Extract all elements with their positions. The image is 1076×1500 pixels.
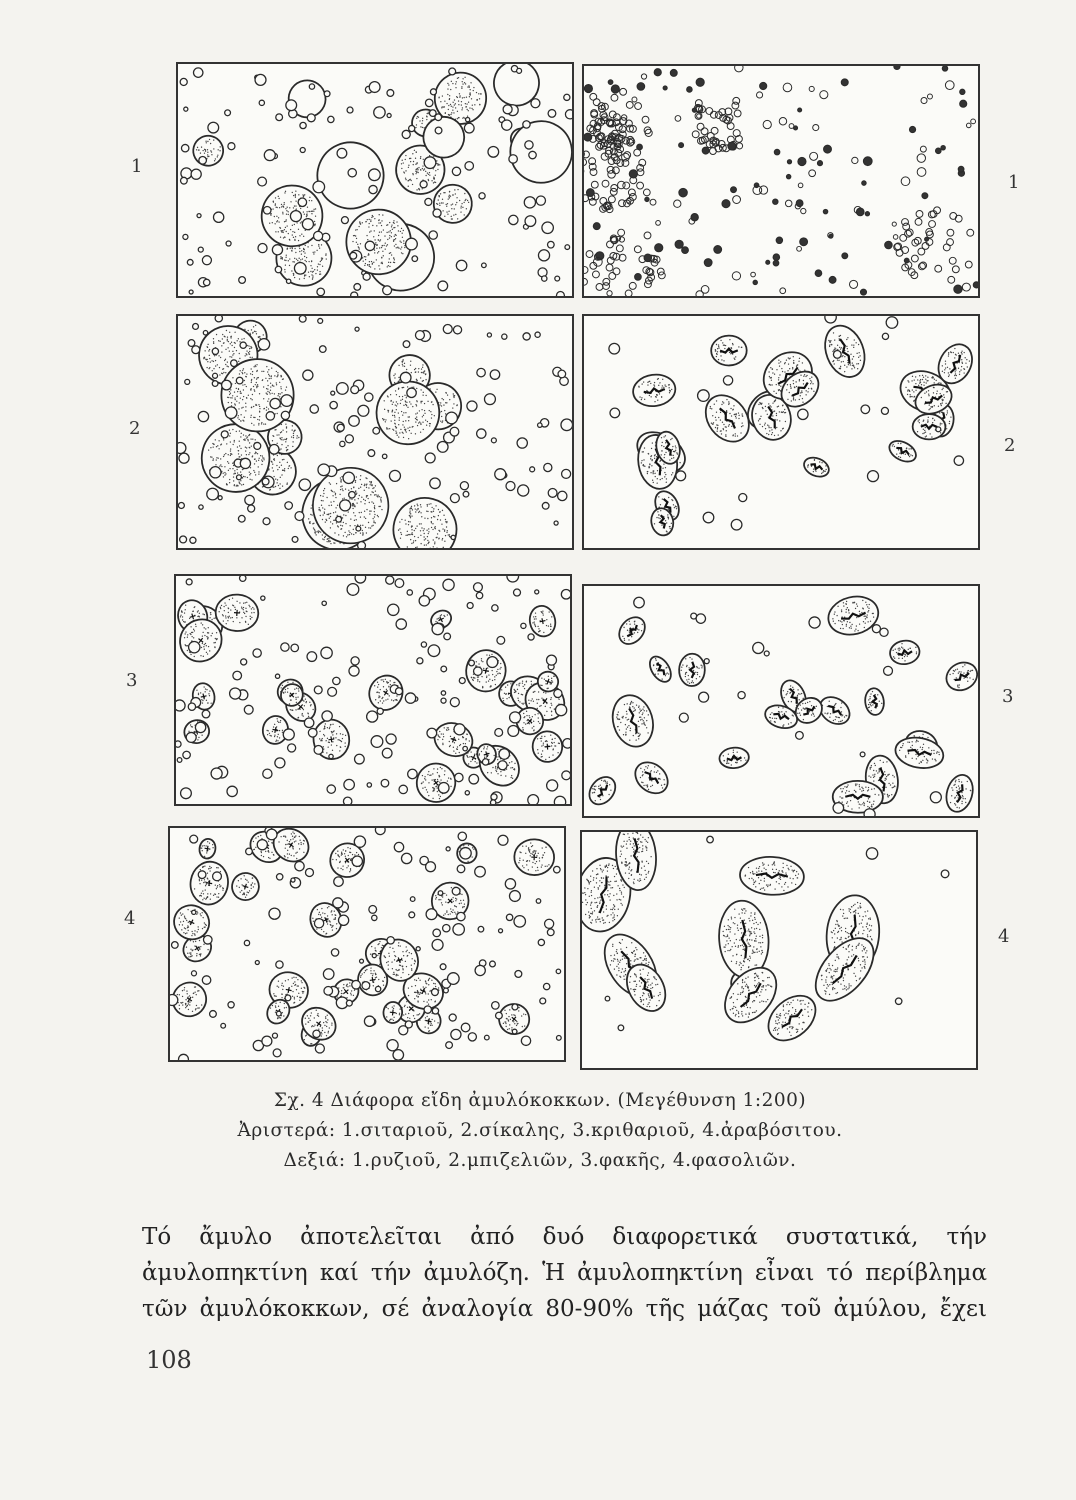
row-label-right-2: 2 [1004,435,1016,456]
micrograph-rice [582,64,980,298]
row-label-left-3: 3 [126,670,138,691]
body-line-1: Τό ἄμυλο ἀποτελεῖται ἀπό δυό διαφορετικά συστατικά, τήν [142,1224,987,1250]
micrograph-maize [168,826,566,1062]
figure-caption-title: Σχ. 4 Διάφορα εἴδη ἀμυλόκοκκων. (Μεγέθυνση 1:200) [273,1090,807,1111]
row-label-right-4: 4 [998,926,1010,947]
row-label-left-1: 1 [131,156,143,177]
micrograph-peas [582,314,980,550]
body-line-2: ἀμυλοπηκτίνη καί τήν ἀμυλόζη. Ἡ ἀμυλοπηκτίνη εἶναι τό περίβλημα [142,1260,987,1286]
micrograph-lentils [582,584,980,818]
body-line-3: τῶν ἀμυλόκοκκων, σέ ἀναλογία 80-90% τῆς μάζας τοῦ ἀμύλου, ἔχει [142,1296,987,1322]
row-label-right-3: 3 [1002,686,1014,707]
row-label-right-1: 1 [1008,172,1020,193]
micrograph-wheat [176,62,574,298]
figure-caption-right: Δεξιά: 1.ρυζιοῦ, 2.μπιζελιῶν, 3.φακῆς, 4.φασολιῶν. [283,1150,797,1171]
micrograph-rye [176,314,574,550]
micrograph-barley [174,574,572,806]
micrograph-beans [580,830,978,1070]
figure-caption-left: Ἀριστερά: 1.σιταριοῦ, 2.σίκαλης, 3.κριθαριοῦ, 4.ἀραβόσιτου. [237,1120,843,1141]
page-number: 108 [146,1346,192,1374]
row-label-left-4: 4 [124,908,136,929]
row-label-left-2: 2 [129,418,141,439]
